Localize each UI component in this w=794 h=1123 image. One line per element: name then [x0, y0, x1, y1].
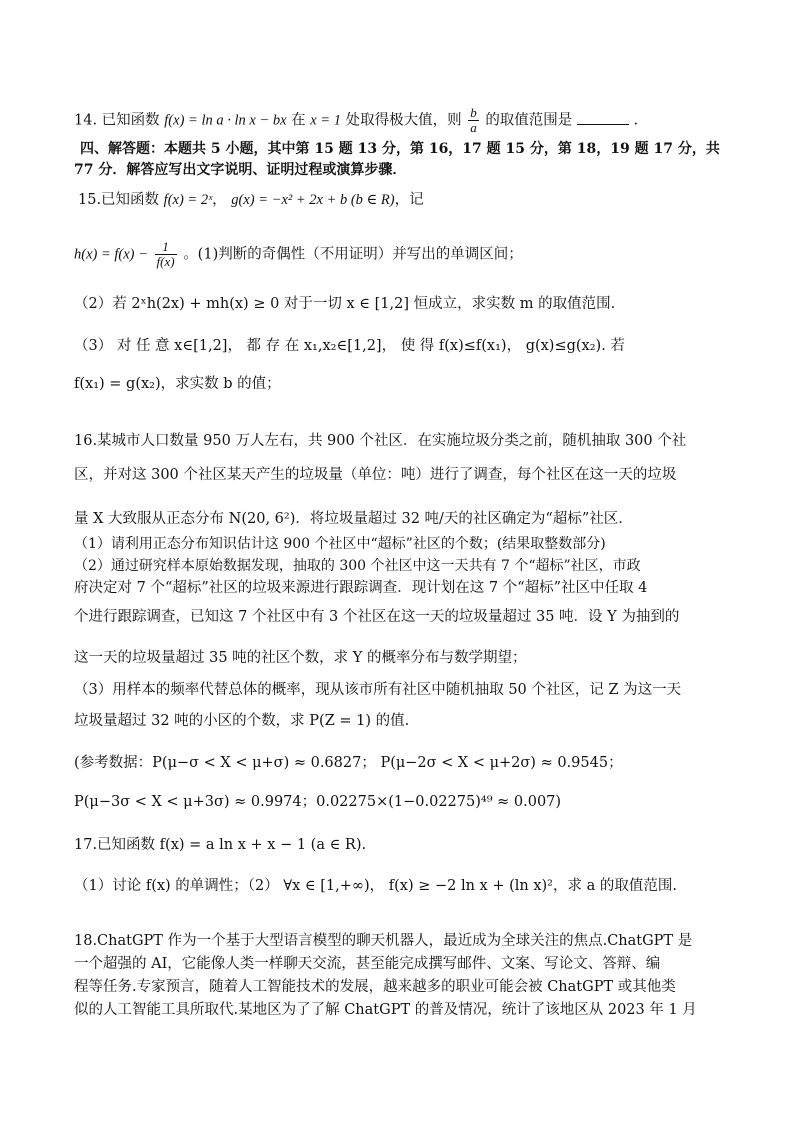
question-15-part2: （2）若 2ˣh(2x) + mh(x) ≥ 0 对于一切 x ∈ [1,2] 恒成立，求实数 m 的取值范围. [74, 296, 616, 312]
q14-mid: 在 [291, 112, 306, 129]
q15-h-fraction [155, 240, 177, 269]
question-17-line2: （1）讨论 f(x) 的单调性；（2） ∀x ∈ [1,+∞)， f(x) ≥ −2 ln x + (ln x)²，求 a 的取值范围. [74, 878, 677, 894]
q15-h-den: f(x) [156, 254, 175, 269]
answer-blank [577, 110, 629, 125]
section-4-heading-line1: 四、解答题：本题共 5 小题，其中第 15 题 13 分，第 16，17 题 15 分，第 18，19 题 17 分，共 [80, 141, 720, 157]
question-16-line6: 府决定对 7 个“超标”社区的垃圾来源进行跟踪调查．现计划在这 7 个“超标”社区中任取 4 [74, 580, 648, 596]
q15-f-def: f(x) = 2ˣ [163, 192, 213, 208]
section-4-heading-line2: 77 分．解答应写出文字说明、证明过程或演算步骤． [74, 162, 407, 178]
q14-condition: x = 1 [310, 112, 341, 129]
q14-fraction [468, 106, 479, 135]
q14-end: . [633, 112, 639, 129]
question-16-line10: 垃圾量超过 32 吨的小区的个数，求 P(Z = 1) 的值. [74, 713, 410, 729]
question-15-line1: 15.已知函数 f(x) = 2ˣ， g(x) = −x² + 2x + b (b ∈ R)，记 [78, 192, 424, 208]
question-16-line4: （1）请利用正态分布知识估计这 900 个社区中“超标”社区的个数；(结果取整数部分) [74, 536, 606, 552]
q14-function: f(x) = ln a · ln x − bx [164, 112, 287, 129]
question-14 [74, 106, 724, 135]
question-16-line2: 区，并对这 300 个社区某天产生的垃圾量（单位：吨）进行了调查，每个社区在这一天的垃圾 [74, 467, 677, 483]
q15-h-num: 1 [155, 240, 177, 255]
question-15-part3a: （3） 对 任 意 x∈[1,2]， 都 存 在 x₁,x₂∈[1,2]， 使 得 f(x)≤f(x₁)， g(x)≤g(x₂). 若 [74, 338, 625, 354]
q15-post: ，记 [394, 192, 424, 208]
q15-pre: 15.已知函数 [78, 192, 160, 208]
q15-g-def: g(x) = −x² + 2x + b (b ∈ R) [231, 192, 395, 208]
question-17-line1: 17.已知函数 f(x) = a ln x + x − 1 (a ∈ R). [74, 837, 367, 853]
question-16-ref1: (参考数据：P(μ−σ < X < μ+σ) ≈ 0.6827； P(μ−2σ < X < μ+2σ) ≈ 0.9545； [74, 755, 623, 771]
question-16-line7: 个进行跟踪调查，已知这 7 个社区中有 3 个社区在这一天的垃圾量超过 35 吨．设 Y 为抽到的 [74, 609, 680, 625]
q14-number: 14. [74, 112, 98, 129]
question-15-h-def [74, 240, 724, 269]
question-16-line5: （2）通过研究样本原始数据发现，抽取的 300 个社区中这一天共有 7 个“超标”社区，市政 [74, 558, 641, 574]
question-18-line4: 似的人工智能工具所取代.某地区为了了解 ChatGPT 的普及情况，统计了该地区从 2023 年 1 月 [74, 1002, 697, 1018]
question-16-line9: （3）用样本的频率代替总体的概率，现从该市所有社区中随机抽取 50 个社区，记 Z 为这一天 [74, 682, 682, 698]
question-18-line1: 18.ChatGPT 作为一个基于大型语言模型的聊天机器人，最近成为全球关注的焦点.ChatGPT 是 [74, 933, 693, 949]
q15-h-pre: h(x) = f(x) − [74, 246, 148, 263]
q14-post: 的取值范围是 [485, 112, 573, 129]
q15-h-post: 。(1)判断的奇偶性（不用证明）并写出的单调区间； [183, 246, 523, 263]
question-16-line3: 量 X 大致服从正态分布 N(20, 6²)．将垃圾量超过 32 吨/天的社区确定为“超标”社区． [74, 511, 633, 527]
q14-frac-num: b [470, 105, 477, 120]
question-16-line8: 这一天的垃圾量超过 35 吨的社区个数，求 Y 的概率分布与数学期望； [74, 650, 527, 666]
q14-frac-den: a [470, 120, 477, 135]
question-16-ref2: P(μ−3σ < X < μ+3σ) ≈ 0.9974；0.02275×(1−0.02275)⁴⁹ ≈ 0.007) [74, 794, 562, 810]
question-16-line1: 16.某城市人口数量 950 万人左右，共 900 个社区．在实施垃圾分类之前，随机抽取 300 个社 [74, 433, 687, 449]
question-15-part3b: f(x₁) = g(x₂)，求实数 b 的值； [74, 376, 281, 392]
q14-mid2: 处取得极大值，则 [345, 112, 462, 129]
question-18-line3: 程等任务.专家预言，随着人工智能技术的发展，越来越多的职业可能会被 ChatGPT 或其他类 [74, 979, 676, 995]
q14-pre: 已知函数 [101, 112, 160, 129]
question-18-line2: 一个超强的 AI，它能像人类一样聊天交流，甚至能完成撰写邮件、文案、写论文、答辩、编 [74, 956, 661, 972]
